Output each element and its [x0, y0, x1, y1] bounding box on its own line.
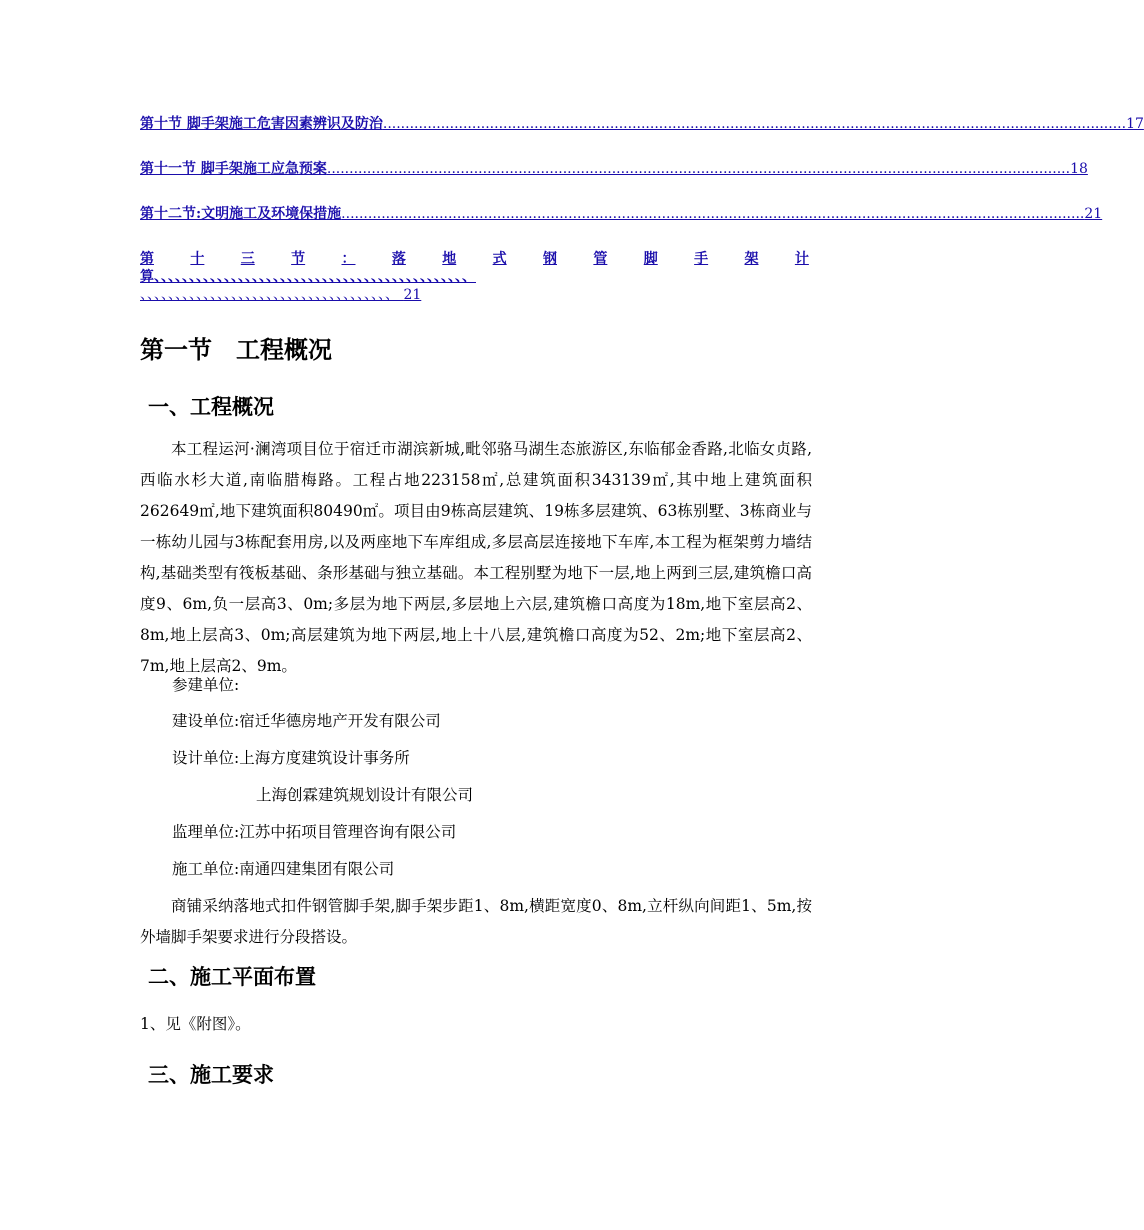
toc-char: 落	[391, 251, 406, 267]
toc-title-spread	[140, 250, 809, 268]
toc-char: 十	[190, 251, 205, 267]
toc-entry-10[interactable]	[140, 115, 1144, 133]
participants-label: 参建单位:	[172, 676, 240, 694]
toc-char: 钢	[543, 251, 557, 267]
layout-item: 1、见《附图》。	[140, 1015, 251, 1033]
toc-page: 18	[1070, 161, 1088, 177]
toc-title: 第十节 脚手架施工危害因素辨识及防治	[140, 116, 383, 132]
toc-page: 17	[1126, 116, 1144, 132]
toc-leader: .......................................................................................................................................................................	[326, 161, 1071, 177]
builder-line: 建设单位:宿迁华德房地产开发有限公司	[172, 712, 441, 730]
toc-char: 第	[140, 251, 154, 267]
toc-title: 第十一节 脚手架施工应急预案	[140, 161, 327, 177]
toc-page: 21	[403, 287, 422, 303]
toc-char: 管	[593, 251, 608, 267]
toc-leader: 、、、、、、、、、、、、、、、、、、、、、、、、、、、、、、、、、、、、	[140, 287, 399, 303]
heading-layout: 二、施工平面布置	[148, 964, 316, 989]
heading-overview: 一、工程概况	[148, 394, 274, 419]
supervisor-line: 监理单位:江苏中拓项目管理咨询有限公司	[172, 823, 457, 841]
scaffold-paragraph: 商铺采纳落地式扣件钢管脚手架,脚手架步距1、8m,横距宽度0、8m,立杆纵向间距1、5m,按外墙脚手架要求进行分段搭设。	[140, 897, 812, 946]
toc-char: 节	[291, 251, 306, 267]
toc-leader-line: 算、、、、、、、、、、、、、、、、、、、、、、、、、、、、、、、、、、、、、、、、、、、、、	[140, 269, 476, 285]
toc-char: 地	[442, 251, 457, 267]
contractor-line: 施工单位:南通四建集团有限公司	[172, 860, 395, 878]
designer2-line: 上海创霖建筑规划设计有限公司	[256, 786, 474, 804]
toc-entry-13[interactable]	[140, 250, 950, 304]
toc-char: 架	[744, 251, 759, 267]
toc-title: 第十二节:文明施工及环境保措施	[140, 206, 342, 222]
toc-char: 三	[240, 251, 255, 267]
toc-entry-12[interactable]	[140, 205, 1103, 223]
overview-paragraph: 本工程运河·澜湾项目位于宿迁市湖滨新城,毗邻骆马湖生态旅游区,东临郁金香路,北临女贞路,西临水杉大道,南临腊梅路。工程占地223158㎡,总建筑面积343139㎡,其中地上建筑面积262649㎡,地下建筑面积80490㎡。项目由9栋高层建筑、19栋多层建筑、63栋别墅、3栋商业与一栋幼儿园与3栋配套用房,以及两座地下车库组成,多层高层连接地下车库,本工程为框架剪力墙结构,基础类型有筏板基础、条形基础与独立基础。本工程别墅为地下一层,地上两到三层,建筑檐口高度9、6m,负一层高3、0m;多层为地下两层,多层地上六层,建筑檐口高度为18m,地下室层高2、8m,地上层高3、0m;高层建筑为地下两层,地上十八层,建筑檐口高度为52、2m;地下室层高2、7m,地上层高2、9m。	[140, 440, 812, 675]
toc-leader: .......................................................................................................................................................................	[382, 116, 1127, 132]
heading-requirements: 三、施工要求	[148, 1062, 274, 1087]
toc-char: 计	[794, 251, 809, 267]
toc-char: 式	[492, 251, 507, 267]
toc-leader-line-end	[140, 286, 950, 304]
toc-leader: .......................................................................................................................................................................	[341, 206, 1085, 222]
toc-char: 手	[694, 251, 709, 267]
section-title: 第一节 工程概况	[140, 335, 332, 364]
toc-page: 21	[1084, 206, 1103, 222]
toc-char: 脚	[643, 251, 658, 267]
designer-line: 设计单位:上海方度建筑设计事务所	[172, 749, 410, 767]
toc-entry-11[interactable]	[140, 160, 1088, 178]
toc-char: ：	[341, 251, 356, 267]
